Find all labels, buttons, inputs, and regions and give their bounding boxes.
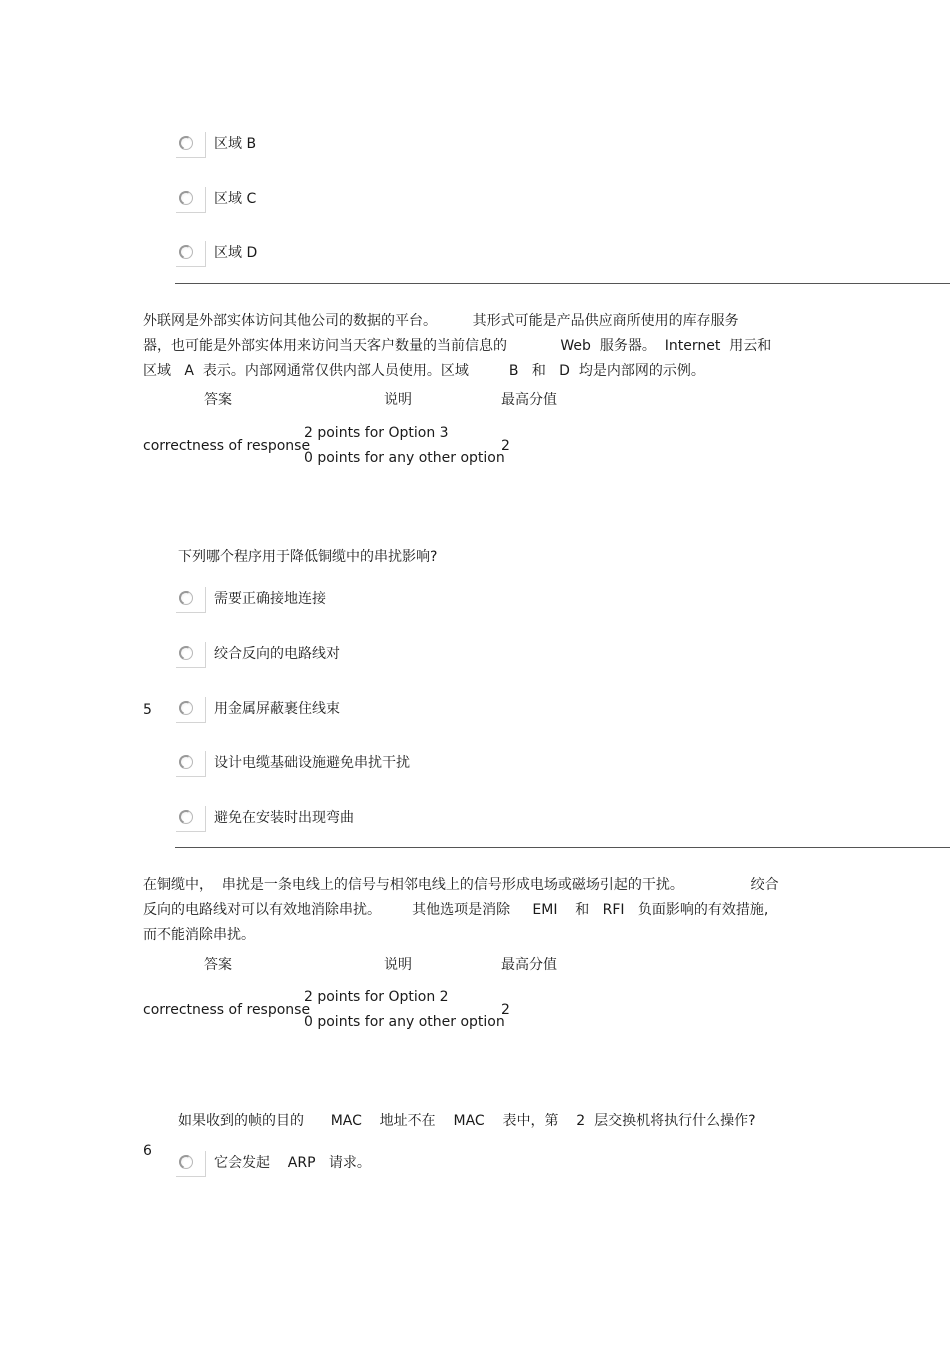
header-description: 说明	[384, 957, 412, 973]
option-label: 它会发起 ARP 请求。	[214, 1155, 371, 1171]
option-label: 区域 D	[214, 245, 258, 261]
explanation-line: 而不能消除串扰。	[143, 927, 255, 943]
radio-button[interactable]	[176, 587, 206, 613]
max-score: 2	[501, 1002, 510, 1018]
explanation-line: 在铜缆中， 串扰是一条电线上的信号与相邻电线上的信号形成电场或磁场引起的干扰。 绞合	[143, 877, 779, 893]
divider	[175, 283, 950, 284]
header-max-score: 最高分值	[501, 957, 557, 973]
question-number: 5	[143, 702, 152, 718]
q5-explanation	[143, 873, 808, 948]
radio-button[interactable]	[176, 241, 206, 267]
q4-explanation	[143, 309, 808, 384]
explanation-line: 外联网是外部实体访问其他公司的数据的平台。 其形式可能是产品供应商所使用的库存服务	[143, 313, 739, 329]
header-description: 说明	[384, 392, 412, 408]
header-answer: 答案	[204, 957, 232, 973]
option-label: 绞合反向的电路线对	[214, 646, 340, 662]
header-answer: 答案	[204, 392, 232, 408]
radio-button[interactable]	[176, 642, 206, 668]
option-label: 区域 B	[214, 136, 257, 152]
radio-button[interactable]	[176, 1151, 206, 1177]
desc-line: 2 points for Option 3	[304, 425, 449, 441]
radio-button[interactable]	[176, 806, 206, 832]
explanation-line: 反向的电路线对可以有效地消除串扰。 其他选项是消除 EMI 和 RFI 负面影响的有效措施,	[143, 902, 769, 918]
option-label: 设计电缆基础设施避免串扰干扰	[214, 755, 410, 771]
desc-line: 0 points for any other option	[304, 450, 505, 466]
question-number: 6	[143, 1143, 152, 1159]
header-max-score: 最高分值	[501, 392, 557, 408]
option-label: 避免在安装时出现弯曲	[214, 810, 354, 826]
option-label: 用金属屏蔽裹住线束	[214, 701, 340, 717]
row-label: correctness of response	[143, 438, 311, 454]
desc-line: 0 points for any other option	[304, 1014, 505, 1030]
radio-button[interactable]	[176, 132, 206, 158]
desc-line: 2 points for Option 2	[304, 989, 449, 1005]
max-score: 2	[501, 438, 510, 454]
q5-question: 下列哪个程序用于降低铜缆中的串扰影响?	[178, 549, 438, 565]
row-label: correctness of response	[143, 1002, 311, 1018]
option-label: 需要正确接地连接	[214, 591, 326, 607]
divider	[175, 847, 950, 848]
explanation-line: 器，也可能是外部实体用来访问当天客户数量的当前信息的 Web 服务器。 Internet 用云和	[143, 338, 772, 354]
option-label: 区域 C	[214, 191, 257, 207]
radio-button[interactable]	[176, 751, 206, 777]
radio-button[interactable]	[176, 697, 206, 723]
radio-button[interactable]	[176, 187, 206, 213]
q6-question: 如果收到的帧的目的 MAC 地址不在 MAC 表中，第 2 层交换机将执行什么操作?	[178, 1113, 756, 1129]
explanation-line: 区域 A 表示。内部网通常仅供内部人员使用。区域 B 和 D 均是内部网的示例。	[143, 363, 705, 379]
